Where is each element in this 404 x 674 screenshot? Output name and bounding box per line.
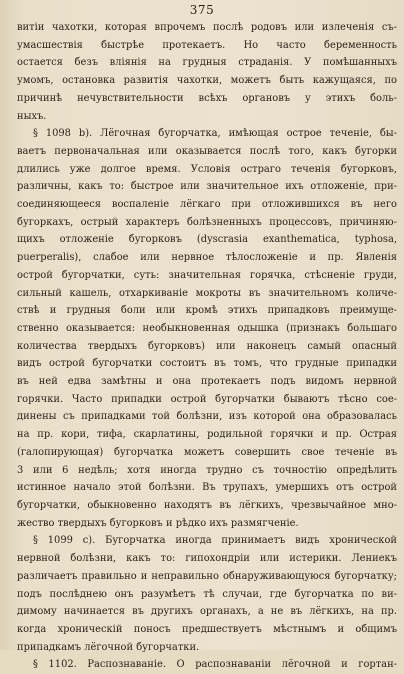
text-line: на пр. кори, тифа, скарлатины, родильной горячки и пр. Острая [17,429,397,441]
text-line: сильный кашель, отхаркиваніе мокроты въ значительномъ количе- [17,287,397,299]
text-line: припадкамъ лёгочной бугорчатки. [17,641,200,653]
text-line: различны, какъ то: быстрое или значительное ихъ отложеніе, при- [17,181,397,193]
page-number: 375 [189,3,215,17]
text-line: острой бугорчатки, суть: значительная горячка, стѣсненіе груди, [17,269,397,281]
text-line: соединяющееся воспаленіе лёгкаго при отложившихся въ него [17,199,397,211]
text-line: бугорчатки, обыкновенно находятъ въ лёгкихъ, чрезвычайное мно- [17,499,397,511]
text-line: § 1099 c). Бугорчатка иногда принимаетъ видъ хронической [33,535,397,547]
text-line: остается безъ вліянія на грудныя страданія. У помѣшанныхъ [17,57,397,69]
text-line: димому начинается въ другихъ органахъ, а не въ лёгкихъ, на пр. [17,606,397,618]
text-line: нервной болѣзни, какъ то: гипохондріи или истерики. Лениекъ [17,553,397,565]
text-line: § 1098 b). Лёгочная бугорчатка, имѣющая острое теченіе, бы- [33,128,397,140]
text-line: умасшествія быстрѣе протекаетъ. Но часто беременность [17,39,397,51]
text-line: умомъ, остановка развитія чахотки, можетъ быть кажущаяся, по [17,75,397,87]
text-line: бугоркахъ, острый характеръ болѣзненныхъ процессовъ, причиняю- [17,216,397,228]
text-line: § 1102. Распознаваніе. О распознаваніи лёгочной и гортан- [33,659,397,671]
text-line: длились уже долгое время. Условія остраго теченія бугорковъ, [17,163,397,175]
text-line: жество твердыхъ бугорковъ и рѣдко ихъ размягченіе. [17,517,299,529]
text-line: горячки. Часто припадки острой бугорчатки бываютъ тѣсно сое- [17,393,397,405]
text-line: (галопирующая) бугорчатка можетъ совершить свое теченіе въ [17,446,397,458]
text-line: въ ней едва замѣтны и она протекаетъ подъ видомъ нервной [17,376,397,388]
text-line: подъ послѣднею онъ разумѣетъ тѣ случаи, где бугорчатка по ви- [17,588,397,600]
text-line: различаетъ правильно и неправильно обнаруживающуюся бугорчатку; [17,570,397,582]
body-text [17,19,397,674]
text-line: щихъ отложеніе бугорковъ (dyscrasia exanthematica, typhosa, [17,234,397,246]
text-line: ственно оказывается: необыкновенная одышка (признакъ большаго [17,322,397,334]
text-line: причинѣ нечувствительности всѣхъ органовъ у этихъ боль- [17,92,397,104]
text-line: динены съ припадками той болѣзни, изъ которой она образовалась [17,411,397,423]
text-line: ваетъ первоначальная или оказывается послѣ того, какъ бугорки [17,145,397,157]
text-line: истинное начало этой болѣзни. Въ трупахъ, умершихъ отъ острой [17,482,397,494]
text-line: когда хроническій поносъ предшествуетъ мѣстнымъ и общимъ [17,623,397,635]
text-line: puerperalis), слабое или нервное тѣлосложеніе и пр. Явленія [17,252,397,264]
text-line: 3 или 6 недѣль; хотя иногда трудно съ точностію опредѣлить [17,464,397,476]
text-line: витіи чахотки, которая впрочемъ послѣ родовъ или излеченія съ- [17,22,397,33]
text-line: видъ острой бугорчатки состоитъ въ томъ, что грудные припадки [17,358,397,370]
text-line: ствѣ и грудныя боли или кромѣ этихъ припадковъ преимуще- [17,305,397,317]
text-line: ныхъ. [17,110,47,122]
text-line: количества твердыхъ бугорковъ) или наконецъ самый опасный [17,340,397,352]
